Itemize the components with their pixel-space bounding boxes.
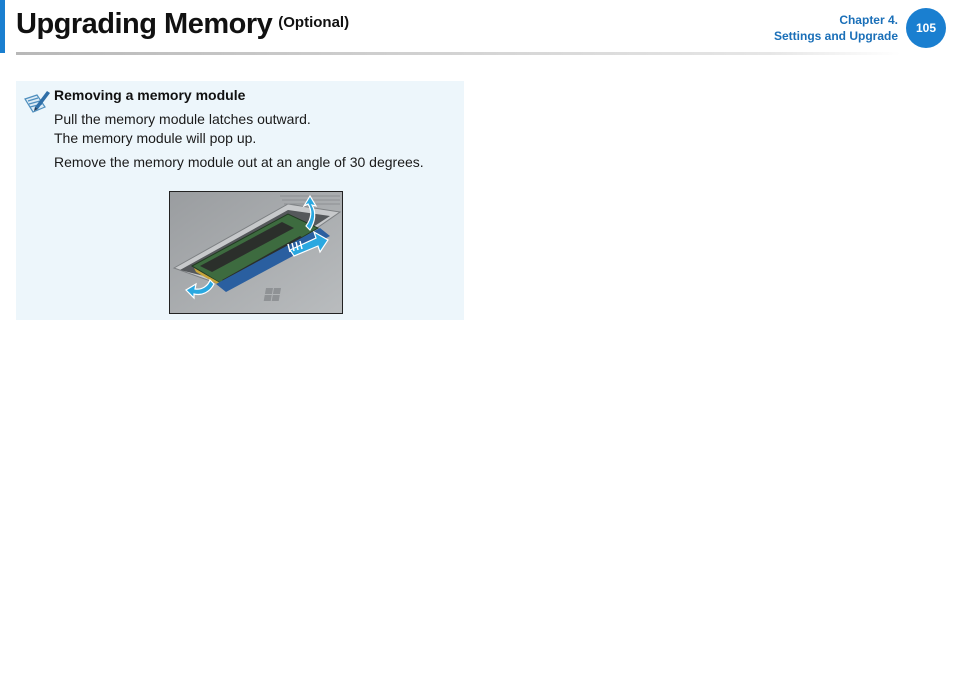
page-title bbox=[16, 8, 349, 41]
chapter-name: Settings and Upgrade bbox=[773, 29, 898, 43]
header-accent-bar bbox=[0, 0, 5, 53]
note-heading: Removing a memory module bbox=[54, 87, 246, 103]
page-subtitle: (Optional) bbox=[278, 14, 350, 31]
note-line-2: The memory module will pop up. bbox=[54, 130, 257, 146]
chapter-label: Chapter 4. bbox=[839, 13, 898, 27]
note-pencil-icon bbox=[23, 87, 51, 115]
header-divider bbox=[16, 52, 901, 55]
memory-module-removal-illustration bbox=[169, 191, 343, 314]
note-box bbox=[16, 81, 464, 320]
note-line-3: Remove the memory module out at an angle of 30 degrees. bbox=[54, 154, 424, 170]
note-line-1: Pull the memory module latches outward. bbox=[54, 111, 311, 127]
page-title-text: Upgrading Memory bbox=[16, 8, 273, 40]
page-number-badge: 105 bbox=[906, 8, 946, 48]
chapter-info bbox=[774, 12, 898, 44]
